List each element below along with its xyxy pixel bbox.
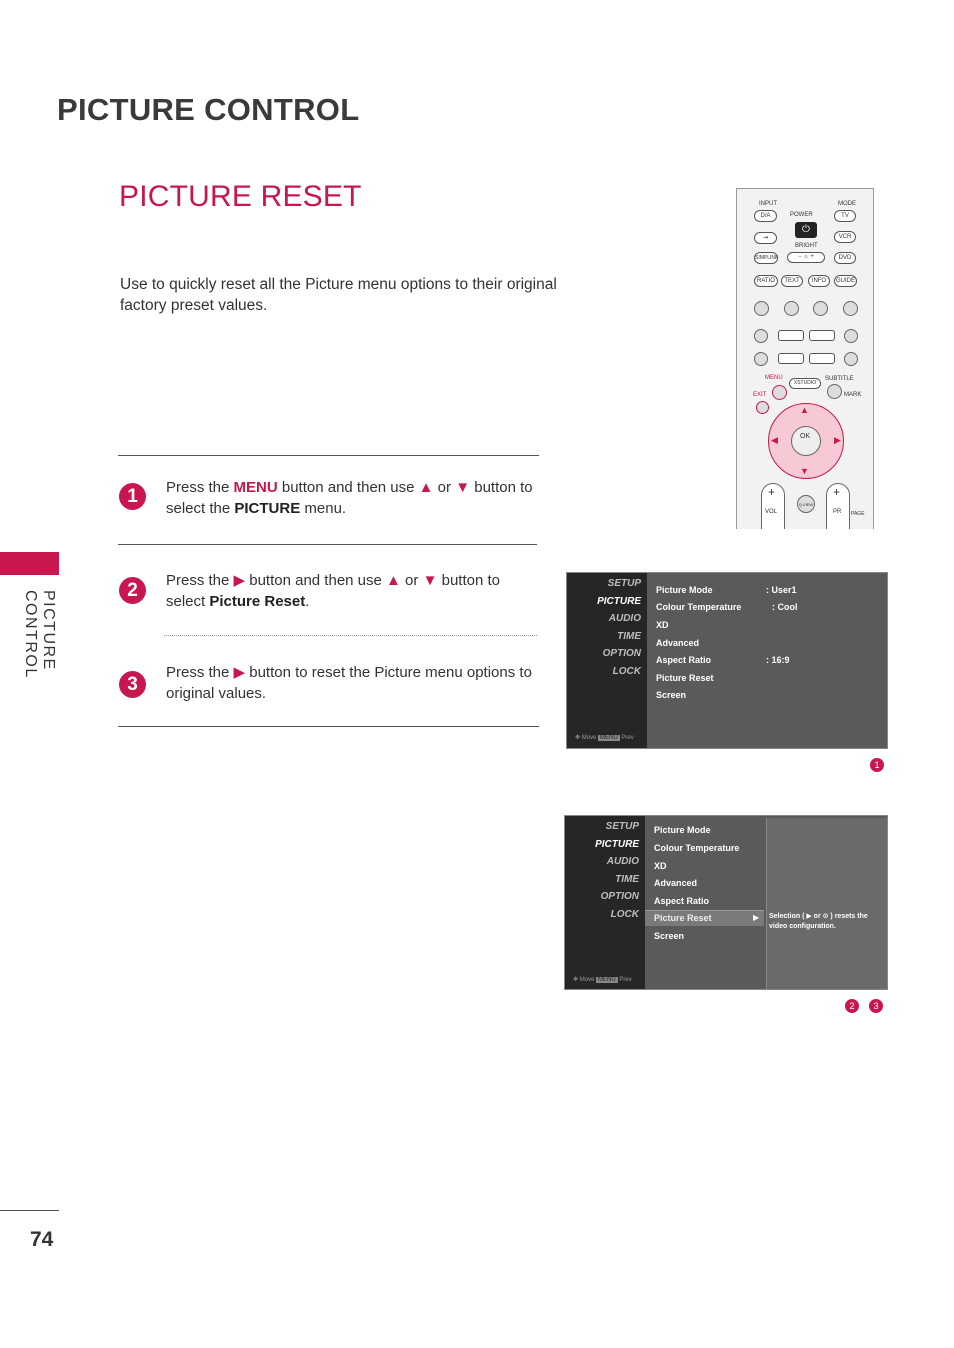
osd-2-item-picture-reset[interactable]: Picture Reset [654, 913, 712, 923]
osd-screen-1 [566, 572, 888, 749]
remote-input-button[interactable] [754, 232, 777, 244]
osd-1-category-picture[interactable]: PICTURE [597, 596, 641, 607]
page-header-title: PICTURE CONTROL [57, 92, 360, 127]
remote-color-button-yellow[interactable] [813, 301, 828, 316]
divider-dotted [164, 635, 537, 636]
remote-guide-button[interactable]: GUIDE [834, 275, 857, 287]
dpad-down-arrow-icon[interactable]: ▼ [800, 466, 809, 476]
osd-1-value-picture-mode: : User1 [766, 585, 797, 595]
footer-rule [0, 1210, 59, 1211]
power-icon: ⏻ [802, 224, 810, 235]
move-icon: ✥ [575, 735, 581, 741]
osd-1-category-audio[interactable]: AUDIO [608, 613, 641, 624]
remote-tv-button[interactable]: TV [834, 210, 856, 222]
brightness-icon: − ☼ + [798, 254, 814, 260]
divider-1 [118, 544, 537, 545]
remote-ok-label: OK [800, 433, 811, 440]
screen-2-step-badge-3: 3 [869, 999, 883, 1013]
osd-1-item-aspect-ratio[interactable]: Aspect Ratio [656, 655, 712, 665]
remote-ratio-button[interactable]: RATIO [754, 275, 778, 287]
remote-xstudio-button[interactable]: XSTUDIO [789, 378, 821, 389]
remote-text-button[interactable]: TEXT [781, 275, 803, 287]
channel-plus-icon: + [833, 485, 841, 499]
remote-menu-label: MENU [765, 375, 783, 381]
remote-stop-button[interactable] [754, 329, 768, 343]
section-title: PICTURE RESET [119, 180, 362, 213]
remote-mode-label: MODE [838, 201, 856, 207]
osd-1-category-time[interactable]: TIME [617, 631, 641, 642]
remote-skip-back-button[interactable] [754, 352, 768, 366]
osd-2-help-text: Selection ( ▶ or ⊙ ) resets the video configuration. [769, 913, 868, 930]
step-2-text: Press the ▶ button and then use ▲ or ▼ button to select Picture Reset. [166, 572, 500, 610]
remote-info-button[interactable]: INFO [808, 275, 830, 287]
osd-1-item-advanced[interactable]: Advanced [656, 638, 700, 648]
step-3-text: Press the ▶ button to reset the Picture menu options to original values. [166, 664, 532, 702]
remote-ok-button[interactable] [791, 426, 821, 456]
remote-vcr-button[interactable]: VCR [834, 231, 856, 243]
remote-bright-rocker[interactable] [787, 252, 825, 263]
step-number-1: 1 [119, 483, 146, 510]
remote-power-button[interactable] [795, 222, 817, 238]
step-1-text: Press the MENU button and then use ▲ or ▼ button to select the PICTURE menu. [166, 479, 533, 517]
osd-2-item-colour-temperature[interactable]: Colour Temperature [654, 843, 740, 853]
osd-1-item-colour-temperature[interactable]: Colour Temperature [656, 602, 742, 612]
osd-1-item-xd[interactable]: XD [656, 620, 669, 630]
osd-screen-2 [564, 815, 888, 990]
remote-subtitle-label: SUBTITLE [825, 376, 854, 382]
osd-2-category-picture[interactable]: PICTURE [595, 839, 639, 850]
side-section-label: PICTURE CONTROL [22, 590, 57, 679]
remote-exit-label: EXIT [753, 392, 767, 398]
remote-color-button-green[interactable] [784, 301, 799, 316]
remote-dvd-button[interactable]: DVD [834, 252, 856, 264]
dpad-left-arrow-icon[interactable]: ◀ [771, 435, 778, 445]
remote-exit-button[interactable] [756, 401, 769, 414]
osd-1-item-screen[interactable]: Screen [656, 690, 687, 700]
osd-1-item-picture-reset[interactable]: Picture Reset [656, 673, 714, 683]
right-arrow-icon: ▶ [753, 913, 760, 922]
osd-2-item-screen[interactable]: Screen [654, 931, 685, 941]
osd-2-category-time[interactable]: TIME [615, 874, 639, 885]
remote-subtitle-button[interactable] [827, 384, 842, 399]
remote-color-button-red[interactable] [754, 301, 769, 316]
side-tab-marker [0, 552, 59, 575]
osd-1-category-option[interactable]: OPTION [602, 648, 641, 659]
dpad-up-arrow-icon[interactable]: ▲ [800, 405, 809, 415]
osd-2-item-picture-mode[interactable]: Picture Mode [654, 825, 711, 835]
osd-2-category-sidebar [565, 816, 645, 990]
input-arrow-icon: ⇥ [762, 235, 769, 241]
intro-paragraph: Use to quickly reset all the Picture menu options to their original factory preset values. [120, 276, 557, 314]
dpad-right-arrow-icon[interactable]: ▶ [834, 435, 841, 445]
divider-bottom [118, 726, 539, 727]
osd-2-item-aspect-ratio[interactable]: Aspect Ratio [654, 896, 710, 906]
remote-mark-label: MARK [844, 392, 862, 398]
osd-2-category-setup[interactable]: SETUP [605, 821, 639, 832]
screen-1-step-badge: 1 [870, 758, 884, 772]
step-number-3: 3 [119, 671, 146, 698]
osd-1-value-aspect-ratio: : 16:9 [766, 655, 790, 665]
remote-rewind-button[interactable] [778, 353, 804, 364]
remote-power-label: POWER [790, 212, 813, 218]
osd-2-category-audio[interactable]: AUDIO [606, 856, 639, 867]
osd-2-footer: ✥ Move MENU Prev [573, 977, 632, 983]
remote-menu-button[interactable] [772, 385, 787, 400]
remote-skip-forward-button[interactable] [844, 352, 858, 366]
remote-input-label: INPUT [759, 201, 777, 207]
step-number-2: 2 [119, 577, 146, 604]
remote-da-button[interactable]: D/A [754, 210, 777, 222]
remote-color-button-blue[interactable] [843, 301, 858, 316]
osd-1-value-colour-temperature: : Cool [772, 602, 798, 612]
remote-pause-button[interactable] [809, 330, 835, 341]
remote-play-button[interactable] [778, 330, 804, 341]
remote-control [736, 188, 874, 529]
osd-1-footer: ✥ Move MENU Prev [575, 735, 634, 741]
osd-1-category-lock[interactable]: LOCK [612, 666, 641, 677]
remote-bright-label: BRIGHT [795, 243, 818, 249]
remote-forward-button[interactable] [809, 353, 835, 364]
osd-2-category-option[interactable]: OPTION [600, 891, 639, 902]
remote-pr-label: PR [833, 509, 842, 515]
osd-1-item-picture-mode[interactable]: Picture Mode [656, 585, 713, 595]
remote-qview-button[interactable]: Q.VIEW [797, 495, 815, 513]
osd-2-item-xd[interactable]: XD [654, 861, 667, 871]
osd-2-category-lock[interactable]: LOCK [610, 909, 639, 920]
page-number: 74 [30, 1228, 54, 1251]
screen-2-step-badge-2: 2 [845, 999, 859, 1013]
remote-vol-label: VOL [765, 509, 778, 515]
move-icon: ✥ [573, 977, 579, 983]
divider-top [118, 455, 539, 456]
osd-1-category-setup[interactable]: SETUP [607, 578, 641, 589]
remote-simplink-button[interactable]: SIMPLINK [754, 252, 778, 264]
osd-1-category-sidebar [567, 573, 647, 749]
osd-2-item-advanced[interactable]: Advanced [654, 878, 698, 888]
volume-plus-icon: + [768, 485, 776, 499]
osd-2-help-panel [766, 818, 888, 990]
remote-page-label: PAGE [851, 511, 865, 517]
remote-record-button[interactable] [844, 329, 858, 343]
